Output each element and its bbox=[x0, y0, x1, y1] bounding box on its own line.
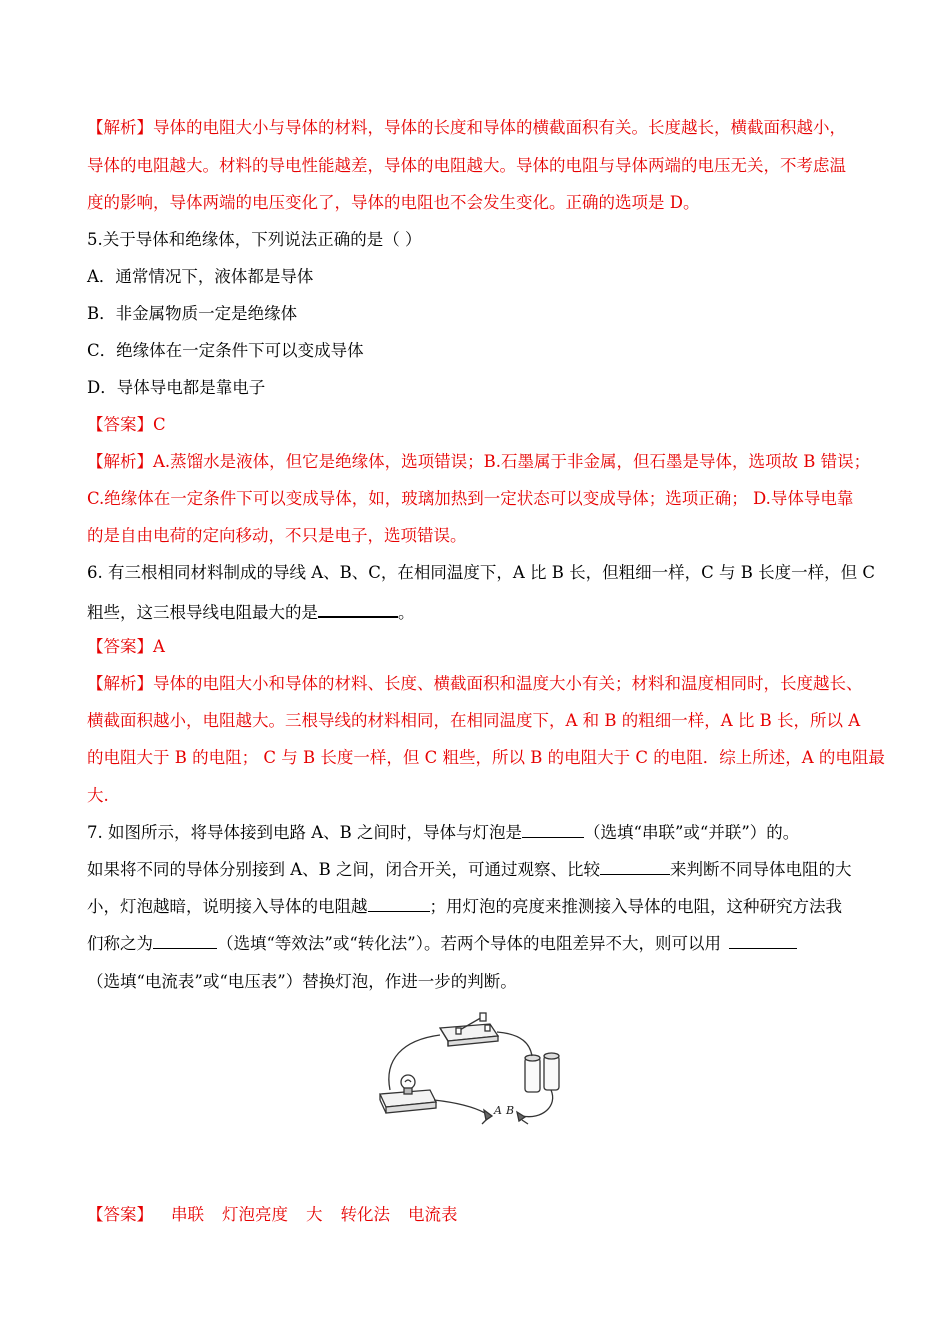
q7-stem-line-1: 7. 如图所示，将导体接到电路 A、B 之间时，导体与灯泡是 （选填“串联”或“并联”）的。 bbox=[87, 823, 800, 842]
q7-blank-3 bbox=[368, 895, 430, 912]
clip-a bbox=[484, 1110, 492, 1120]
bulb bbox=[401, 1075, 415, 1089]
q7-stem-line-3: 小，灯泡越暗，说明接入导体的电阻越 ；用灯泡的亮度来推测接入导体的电阻，这种研究方法我 bbox=[87, 897, 842, 916]
answer-5: 电流表 bbox=[408, 1205, 458, 1224]
answer-4: 转化法 bbox=[340, 1205, 390, 1224]
q6-stem-line-1: 6. 有三根相同材料制成的导线 A、B、C，在相同温度下，A 比 B 长，但粗细一样，C 与 B 长度一样，但 C bbox=[87, 563, 876, 582]
q5-option-b: B．非金属物质一定是绝缘体 bbox=[87, 304, 298, 323]
answer-value: A bbox=[153, 637, 165, 656]
q7-stem-line-2: 如果将不同的导体分别接到 A、B 之间，闭合开关，可通过观察、比较 来判断不同导体电阻的大 bbox=[87, 860, 852, 879]
q7-blank-5 bbox=[729, 932, 797, 949]
circuit-diagram bbox=[372, 1010, 587, 1128]
q5-analysis-line-3: 的是自由电荷的定向移动，不只是电子，选项错误。 bbox=[87, 526, 467, 545]
q7-blank-2 bbox=[600, 858, 670, 875]
q6-stem-line-2: 粗些，这三根导线电阻最大的是 。 bbox=[87, 598, 415, 625]
q5-analysis-line-2: C.绝缘体在一定条件下可以变成导体，如，玻璃加热到一定状态可以变成导体；选项正确； D.导体导电靠 bbox=[87, 489, 854, 508]
answer-tag: 【答案】 bbox=[87, 1205, 153, 1224]
q5-option-a: A．通常情况下，液体都是导体 bbox=[87, 267, 314, 286]
label-a: A bbox=[494, 1104, 502, 1117]
q7-stem-line-5: （选填“电流表”或“电压表”）替换灯泡，作进一步的判断。 bbox=[87, 972, 517, 991]
q6-analysis-line-2: 横截面积越小，电阻越大。三根导线的材料相同，在相同温度下，A 和 B 的粗细一样，A 比 B 长，所以 A bbox=[87, 711, 861, 730]
q6-analysis-line-1: 【解析】导体的电阻大小和导体的材料、长度、横截面积和温度大小有关；材料和温度相同时，长度越长、 bbox=[87, 674, 863, 693]
q5-option-d: D．导体导电都是靠电子 bbox=[87, 378, 266, 397]
q6-answer-blank bbox=[318, 598, 398, 618]
q6-analysis-line-3: 的电阻大于 B 的电阻； C 与 B 长度一样，但 C 粗些，所以 B 的电阻大于 C 的电阻．综上所述，A 的电阻最 bbox=[87, 748, 885, 767]
analysis-tag: 【解析】 bbox=[87, 674, 153, 693]
q4-analysis-line-1: 【解析】导体的电阻大小与导体的材料，导体的长度和导体的横截面积有关。长度越长，横截面积越小， bbox=[87, 118, 846, 137]
analysis-tag: 【解析】 bbox=[87, 452, 153, 471]
clip-b bbox=[517, 1112, 525, 1121]
analysis-tag: 【解析】 bbox=[87, 118, 153, 137]
q5-analysis-line-1: 【解析】A.蒸馏水是液体，但它是绝缘体，选项错误；B.石墨属于非金属，但石墨是导体，选项故 B 错误； bbox=[87, 452, 871, 471]
q6-answer bbox=[87, 635, 165, 659]
answer-value: C bbox=[153, 415, 166, 434]
q4-analysis-line-3: 度的影响，导体两端的电压变化了，导体的电阻也不会发生变化。正确的选项是 D。 bbox=[87, 193, 700, 212]
answer-1: 串联 bbox=[171, 1205, 204, 1224]
label-b: B bbox=[506, 1104, 515, 1117]
battery-1 bbox=[525, 1058, 540, 1092]
answer-tag: 【答案】 bbox=[87, 415, 153, 434]
answer-3: 大 bbox=[306, 1205, 323, 1224]
q5-stem: 5.关于导体和绝缘体，下列说法正确的是（ ） bbox=[87, 230, 422, 249]
q7-answer bbox=[87, 1203, 458, 1227]
q5-answer bbox=[87, 413, 166, 437]
battery-2 bbox=[544, 1056, 559, 1090]
q6-analysis-line-4: 大. bbox=[87, 786, 109, 805]
answer-2: 灯泡亮度 bbox=[222, 1205, 288, 1224]
q4-analysis-line-2: 导体的电阻越大。材料的导电性能越差，导体的电阻越大。导体的电阻与导体两端的电压无关，不考虑温 bbox=[87, 156, 846, 175]
q7-blank-4 bbox=[153, 932, 217, 949]
q7-stem-line-4: 们称之为 （选填“等效法”或“转化法”）。若两个导体的电阻差异不大，则可以用 bbox=[87, 932, 797, 956]
q5-option-c: C．绝缘体在一定条件下可以变成导体 bbox=[87, 341, 364, 360]
q7-blank-1 bbox=[522, 821, 584, 838]
answer-tag: 【答案】 bbox=[87, 637, 153, 656]
